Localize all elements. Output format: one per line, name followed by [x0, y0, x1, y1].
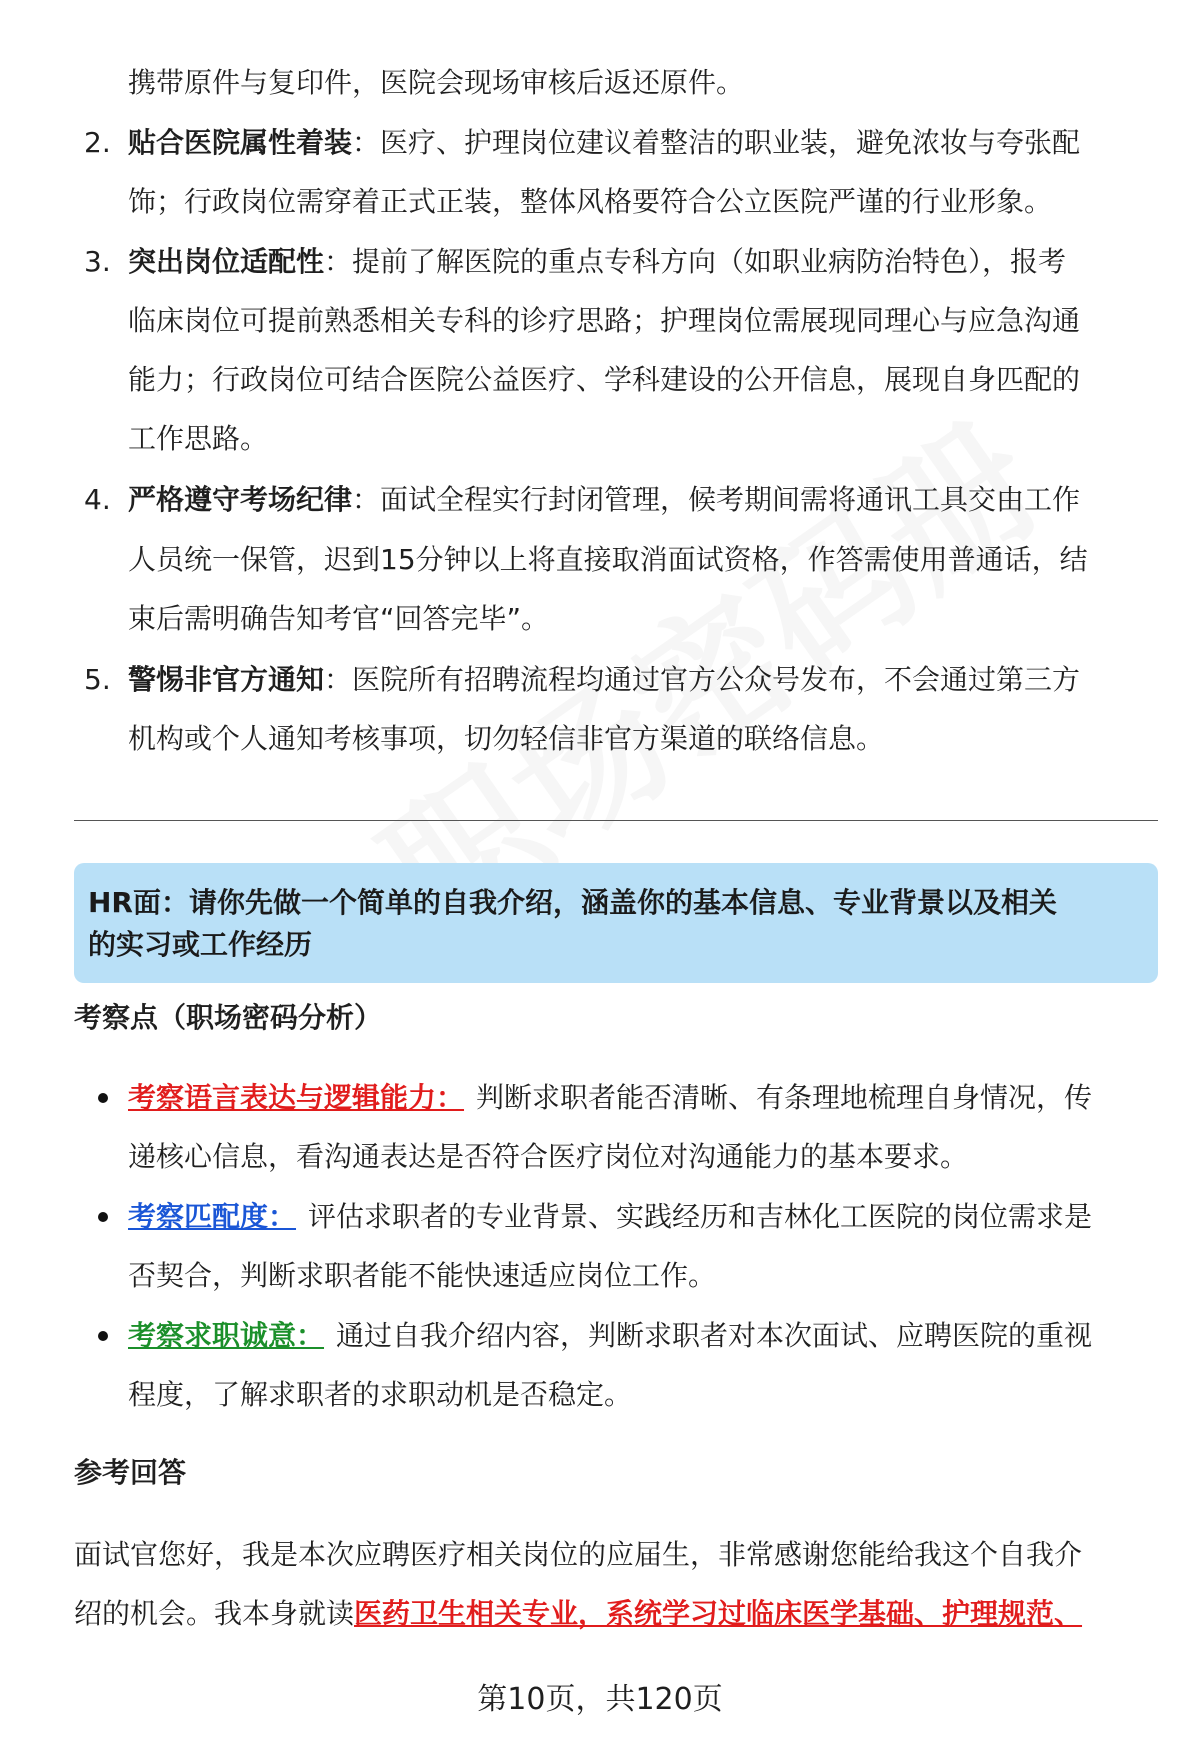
kp-label: 考察求职诚意： — [128, 1319, 325, 1352]
kp-text: 通过自我介绍内容，判断求职者对本次面试、应聘医院的重视 — [336, 1319, 1093, 1352]
list-item — [128, 662, 1160, 698]
item-text: ：医院所有招聘流程均通过官方公众号发布，不会通过第三方 — [324, 663, 1081, 696]
answer-line — [74, 1596, 1082, 1632]
item-text: 束后需明确告知考官“回答完毕”。 — [128, 602, 550, 635]
kp-text: 程度，了解求职者的求职动机是否稳定。 — [128, 1378, 633, 1411]
item-text: 能力；行政岗位可结合医院公益医疗、学科建设的公开信息，展现自身匹配的 — [128, 363, 1081, 396]
kp-text: 评估求职者的专业背景、实践经历和吉林化工医院的岗位需求是 — [308, 1200, 1093, 1233]
item-text: 临床岗位可提前熟悉相关专科的诊疗思路；护理岗位需展现同理心与应急沟通 — [128, 304, 1081, 337]
question-line: HR面：请你先做一个简单的自我介绍，涵盖你的基本信息、专业背景以及相关 — [88, 886, 1057, 919]
kp-heading: 考察点（职场密码分析） — [74, 1001, 383, 1034]
item-title: 警惕非官方通知 — [128, 663, 325, 696]
kp-item — [128, 1199, 1160, 1235]
item-title: 突出岗位适配性 — [128, 245, 325, 278]
item-text: 工作思路。 — [128, 422, 269, 455]
kp-label: 考察语言表达与逻辑能力： — [128, 1081, 465, 1114]
list-item — [128, 482, 1160, 518]
question-box — [74, 863, 1158, 983]
item-title: 贴合医院属性着装 — [128, 126, 353, 159]
answer-heading: 参考回答 — [74, 1456, 187, 1489]
answer-line: 面试官您好，我是本次应聘医疗相关岗位的应届生，非常感谢您能给我这个自我介 — [74, 1538, 1083, 1571]
divider — [74, 820, 1158, 821]
page-footer: 第10页，共120页 — [477, 1682, 723, 1717]
kp-text: 判断求职者能否清晰、有条理地梳理自身情况，传 — [476, 1081, 1093, 1114]
item-text: ：面试全程实行封闭管理，候考期间需将通讯工具交由工作 — [352, 483, 1081, 516]
item-text: 人员统一保管，迟到15分钟以上将直接取消面试资格，作答需使用普通话，结 — [128, 543, 1088, 576]
list-item — [128, 125, 1160, 161]
answer-highlight: 医药卫生相关专业，系统学习过临床医学基础、护理规范、 — [354, 1597, 1083, 1630]
list-number: 2. — [84, 126, 111, 159]
bullet-icon — [98, 1212, 108, 1222]
kp-item — [128, 1318, 1160, 1354]
list-number: 5. — [84, 663, 111, 696]
item-title: 严格遵守考场纪律 — [128, 483, 353, 516]
kp-text: 递核心信息，看沟通表达是否符合医疗岗位对沟通能力的基本要求。 — [128, 1140, 969, 1173]
list-item — [128, 244, 1160, 280]
item-text: 饰；行政岗位需穿着正式正装，整体风格要符合公立医院严谨的行业形象。 — [128, 185, 1053, 218]
kp-item — [128, 1080, 1160, 1116]
answer-text: 绍的机会。我本身就读 — [74, 1597, 355, 1630]
item-text: ：提前了解医院的重点专科方向（如职业病防治特色），报考 — [324, 245, 1067, 278]
kp-text: 否契合，判断求职者能不能快速适应岗位工作。 — [128, 1259, 717, 1292]
kp-label: 考察匹配度： — [128, 1200, 297, 1233]
list-number: 3. — [84, 245, 111, 278]
list-number: 4. — [84, 483, 111, 516]
bullet-icon — [98, 1093, 108, 1103]
bullet-icon — [98, 1331, 108, 1341]
intro-line: 携带原件与复印件，医院会现场审核后返还原件。 — [128, 66, 745, 99]
item-text: ：医疗、护理岗位建议着整洁的职业装，避免浓妆与夸张配 — [352, 126, 1081, 159]
item-text: 机构或个人通知考核事项，切勿轻信非官方渠道的联络信息。 — [128, 722, 885, 755]
question-line: 的实习或工作经历 — [88, 928, 313, 961]
